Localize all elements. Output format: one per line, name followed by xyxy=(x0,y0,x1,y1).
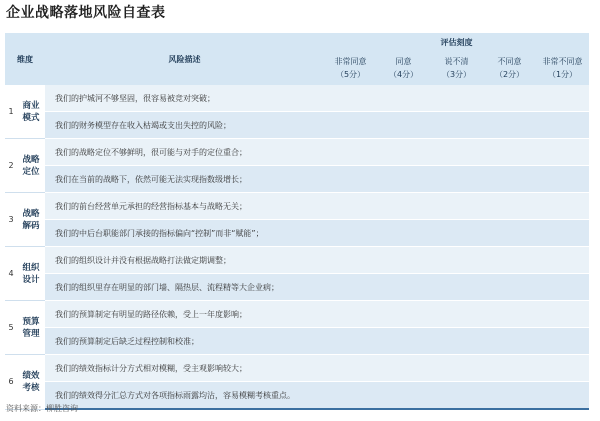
header-rating-4 xyxy=(483,51,536,85)
rating-cell[interactable] xyxy=(536,139,589,166)
rating-cell[interactable] xyxy=(483,85,536,112)
rating-cell[interactable] xyxy=(483,112,536,139)
dimension-name-line2: 模式 xyxy=(22,112,40,123)
rating-cell[interactable] xyxy=(536,85,589,112)
dimension-name xyxy=(17,301,45,355)
table-row xyxy=(5,220,589,247)
dimension-name xyxy=(17,85,45,139)
dimension-name-line2: 解码 xyxy=(22,220,40,231)
header-rating-2 xyxy=(377,51,430,85)
dimension-number: 5 xyxy=(5,301,17,355)
dimension-name-line1: 绩效 xyxy=(22,370,40,381)
rating-cell[interactable] xyxy=(483,193,536,220)
rating-cell[interactable] xyxy=(430,85,483,112)
rating-score: （4分） xyxy=(388,70,419,79)
rating-cell[interactable] xyxy=(536,247,589,274)
risk-description: 我们的前台经营单元承担的经营指标基本与战略无关； xyxy=(45,193,324,220)
rating-cell[interactable] xyxy=(536,382,589,410)
rating-cell[interactable] xyxy=(483,220,536,247)
dimension-number: 3 xyxy=(5,193,17,247)
rating-cell[interactable] xyxy=(324,139,377,166)
rating-cell[interactable] xyxy=(377,112,430,139)
risk-description: 我们的预算制定有明显的路径依赖，受上一年度影响； xyxy=(45,301,324,328)
rating-cell[interactable] xyxy=(324,112,377,139)
rating-cell[interactable] xyxy=(430,382,483,410)
rating-cell[interactable] xyxy=(377,220,430,247)
risk-description: 我们的护城河不够坚固，很容易被竞对突破； xyxy=(45,85,324,112)
page-title: 企业战略落地风险自查表 xyxy=(6,5,166,21)
rating-label: 说不清 xyxy=(444,57,469,66)
rating-label: 非常不同意 xyxy=(542,57,583,66)
rating-cell[interactable] xyxy=(430,301,483,328)
table-row xyxy=(5,139,589,166)
risk-description: 我们的绩效得分汇总方式对各项指标雨露均沾，容易模糊考核重点。 xyxy=(45,382,324,410)
rating-cell[interactable] xyxy=(483,301,536,328)
rating-cell[interactable] xyxy=(430,274,483,301)
dimension-name xyxy=(17,139,45,193)
table-row xyxy=(5,193,589,220)
rating-cell[interactable] xyxy=(324,247,377,274)
risk-description: 我们的战略定位不够鲜明，很可能与对手的定位重合； xyxy=(45,139,324,166)
rating-cell[interactable] xyxy=(430,355,483,382)
risk-description: 我们的组织设计并没有根据战略打法做定期调整； xyxy=(45,247,324,274)
rating-cell[interactable] xyxy=(377,166,430,193)
rating-cell[interactable] xyxy=(324,355,377,382)
table-row xyxy=(5,166,589,193)
dimension-name xyxy=(17,247,45,301)
rating-score: （5分） xyxy=(335,70,366,79)
rating-cell[interactable] xyxy=(430,139,483,166)
rating-score: （1分） xyxy=(547,70,578,79)
dimension-name-line2: 考核 xyxy=(22,382,40,393)
rating-score: （2分） xyxy=(494,70,525,79)
rating-cell[interactable] xyxy=(536,112,589,139)
rating-cell[interactable] xyxy=(483,247,536,274)
rating-cell[interactable] xyxy=(377,85,430,112)
rating-cell[interactable] xyxy=(430,247,483,274)
rating-cell[interactable] xyxy=(430,328,483,355)
rating-cell[interactable] xyxy=(536,220,589,247)
risk-description: 我们的中后台职能部门承接的指标偏向“控制”而非“赋能”； xyxy=(45,220,324,247)
rating-cell[interactable] xyxy=(483,328,536,355)
rating-cell[interactable] xyxy=(430,220,483,247)
rating-cell[interactable] xyxy=(377,193,430,220)
table-row xyxy=(5,85,589,112)
rating-cell[interactable] xyxy=(536,274,589,301)
table-row xyxy=(5,112,589,139)
risk-description: 我们的组织里存在明显的部门墙、隔热层、流程精等大企业病； xyxy=(45,274,324,301)
dimension-name-line2: 管理 xyxy=(22,328,40,339)
header-dimension: 维度 xyxy=(5,33,45,85)
rating-cell[interactable] xyxy=(430,193,483,220)
dimension-name-line1: 组织 xyxy=(22,262,40,273)
rating-label: 同意 xyxy=(395,57,412,66)
rating-cell[interactable] xyxy=(377,355,430,382)
rating-cell[interactable] xyxy=(536,193,589,220)
risk-description: 我们的预算制定后缺乏过程控制和校准； xyxy=(45,328,324,355)
dimension-number: 2 xyxy=(5,139,17,193)
table-row xyxy=(5,274,589,301)
dimension-name xyxy=(17,193,45,247)
rating-cell[interactable] xyxy=(377,247,430,274)
dimension-name-line2: 定位 xyxy=(22,166,40,177)
rating-cell[interactable] xyxy=(536,301,589,328)
header-rating-5 xyxy=(536,51,589,85)
risk-checklist-table xyxy=(5,33,589,410)
rating-cell[interactable] xyxy=(324,220,377,247)
dimension-name-line1: 预算 xyxy=(22,316,40,327)
rating-cell[interactable] xyxy=(483,355,536,382)
rating-label: 非常同意 xyxy=(334,57,367,66)
table-row xyxy=(5,355,589,382)
table-row xyxy=(5,382,589,410)
risk-description: 我们在当前的战略下，依然可能无法实现指数级增长； xyxy=(45,166,324,193)
rating-cell[interactable] xyxy=(430,166,483,193)
rating-cell[interactable] xyxy=(536,355,589,382)
header-description: 风险描述 xyxy=(45,33,324,85)
table-row xyxy=(5,328,589,355)
source-note: 资料来源：柳胜咨询 xyxy=(6,404,78,413)
header-rating-3 xyxy=(430,51,483,85)
rating-cell[interactable] xyxy=(377,382,430,410)
header-rating-1 xyxy=(324,51,377,85)
rating-cell[interactable] xyxy=(324,328,377,355)
rating-cell[interactable] xyxy=(324,274,377,301)
rating-cell[interactable] xyxy=(483,382,536,410)
dimension-name-line2: 设计 xyxy=(22,274,40,285)
header-rating-group: 评估刻度 xyxy=(324,33,589,51)
rating-cell[interactable] xyxy=(324,193,377,220)
dimension-number: 6 xyxy=(5,355,17,410)
rating-score: （3分） xyxy=(441,70,472,79)
rating-cell[interactable] xyxy=(324,382,377,410)
rating-cell[interactable] xyxy=(536,166,589,193)
rating-cell[interactable] xyxy=(377,274,430,301)
rating-cell[interactable] xyxy=(324,166,377,193)
rating-cell[interactable] xyxy=(377,301,430,328)
rating-cell[interactable] xyxy=(324,85,377,112)
rating-cell[interactable] xyxy=(536,328,589,355)
dimension-name-line1: 商业 xyxy=(22,100,40,111)
rating-cell[interactable] xyxy=(483,166,536,193)
dimension-number: 1 xyxy=(5,85,17,139)
dimension-name-line1: 战略 xyxy=(22,208,40,219)
table-row xyxy=(5,247,589,274)
rating-cell[interactable] xyxy=(483,139,536,166)
rating-cell[interactable] xyxy=(430,112,483,139)
dimension-name xyxy=(17,355,45,410)
rating-cell[interactable] xyxy=(377,139,430,166)
risk-description: 我们的绩效指标计分方式相对模糊，受主观影响较大； xyxy=(45,355,324,382)
dimension-number: 4 xyxy=(5,247,17,301)
table-row xyxy=(5,301,589,328)
risk-description: 我们的财务模型存在收入枯竭或支出失控的风险； xyxy=(45,112,324,139)
rating-cell[interactable] xyxy=(483,274,536,301)
dimension-name-line1: 战略 xyxy=(22,154,40,165)
rating-label: 不同意 xyxy=(497,57,522,66)
rating-cell[interactable] xyxy=(377,328,430,355)
rating-cell[interactable] xyxy=(324,301,377,328)
